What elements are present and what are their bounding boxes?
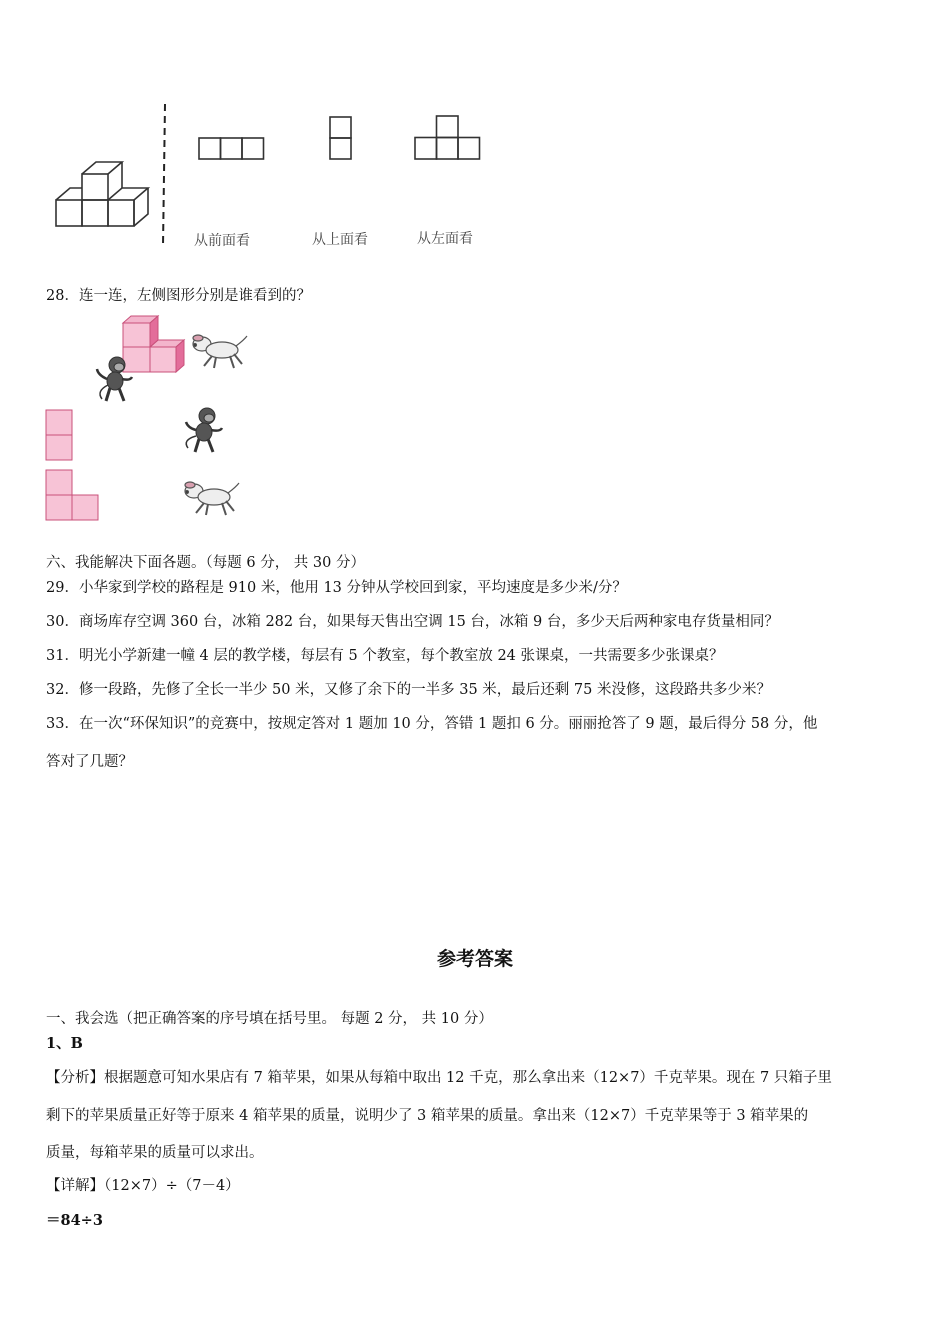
view-l-shape <box>45 469 101 525</box>
dashed-divider <box>160 100 170 250</box>
front-view-figure <box>198 137 268 162</box>
analysis-line-3: 质量，每箱苹果的质量可以求出。 <box>46 1145 264 1161</box>
answer-1: 1、B <box>46 1035 83 1052</box>
caption-left-view: 从左面看 <box>417 231 473 247</box>
question-30: 30．商场库存空调 360 台，冰箱 282 台，如果每天售出空调 15 台，冰箱 9 台，多少天后两种家电存货量相同？ <box>46 614 779 630</box>
caption-top-view: 从上面看 <box>312 232 368 248</box>
question-29: 29．小华家到学校的路程是 910 米，他用 13 分钟从学校回到家，平均速度是多少米/分？ <box>46 580 627 596</box>
left-view-figure <box>414 115 484 161</box>
top-view-figure <box>329 116 355 162</box>
monkey-icon-option <box>180 406 226 456</box>
dog-icon <box>190 330 250 374</box>
question-33-line1: 33．在一次“环保知识”的竞赛中，按规定答对 1 题加 10 分，答错 1 题扣 6 分。丽丽抢答了 9 题，最后得分 58 分，他 <box>46 716 818 732</box>
caption-front-view: 从前面看 <box>194 233 250 249</box>
detail-step-1: ＝84÷3 <box>46 1212 103 1229</box>
view-vertical-two-squares <box>45 409 75 464</box>
monkey-icon <box>92 355 136 405</box>
section-6-heading: 六、我能解决下面各题。（每题 6 分， 共 30 分） <box>46 555 365 571</box>
cube-stack-figure <box>40 150 160 240</box>
question-33-line2: 答对了几题？ <box>46 754 133 770</box>
analysis-line-1: 【分析】根据题意可知水果店有 7 箱苹果，如果从每箱中取出 12 千克，那么拿出来（12×7）千克苹果。现在 7 只箱子里 <box>46 1070 832 1086</box>
question-28: 28．连一连，左侧图形分别是谁看到的？ <box>46 288 311 304</box>
dog-icon-option <box>182 477 242 521</box>
question-31: 31．明光小学新建一幢 4 层的教学楼，每层有 5 个教室，每个教室放 24 张课桌，一共需要多少张课桌？ <box>46 648 724 664</box>
detail-line: 【详解】（12×7）÷（7－4） <box>46 1178 240 1194</box>
answers-title: 参考答案 <box>436 948 513 970</box>
analysis-line-2: 剩下的苹果质量正好等于原来 4 箱苹果的质量，说明少了 3 箱苹果的质量。拿出来（12×7）千克苹果等于 3 箱苹果的 <box>46 1108 809 1124</box>
question-32: 32．修一段路，先修了全长一半少 50 米，又修了余下的一半多 35 米，最后还剩 75 米没修，这段路共多少米？ <box>46 682 771 698</box>
answers-section-1-heading: 一、我会选（把正确答案的序号填在括号里。 每题 2 分， 共 10 分） <box>46 1011 493 1027</box>
